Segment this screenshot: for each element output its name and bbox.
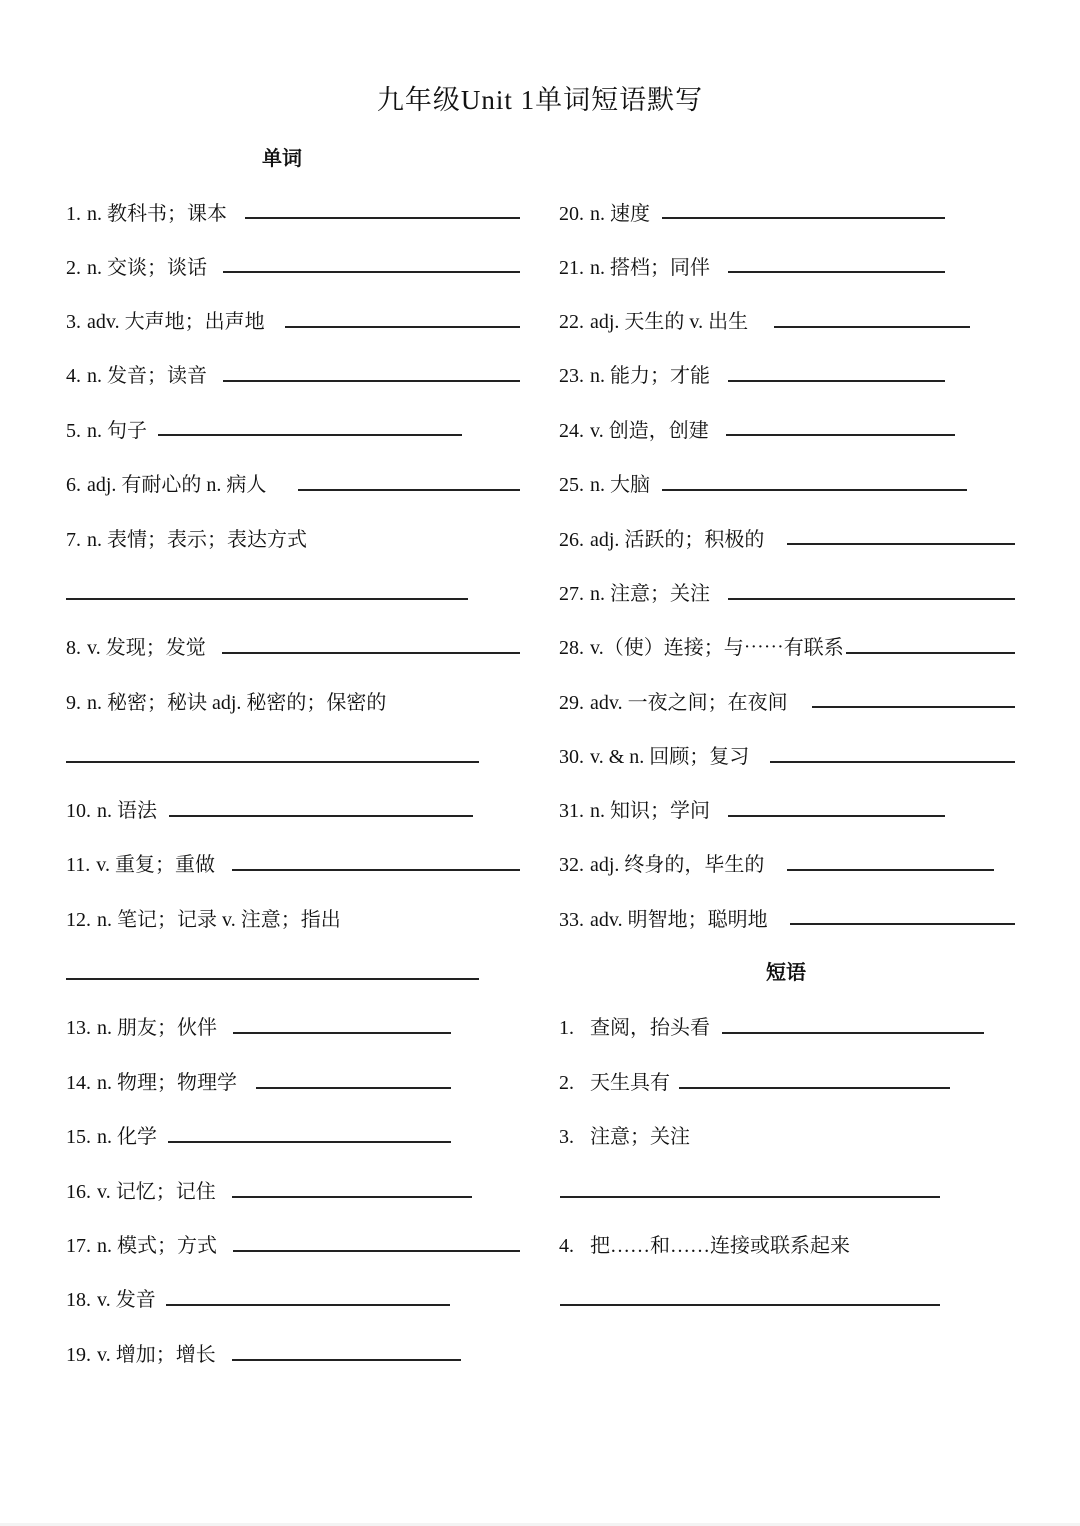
word-answer-blank[interactable] — [169, 815, 473, 817]
word-answer-blank[interactable] — [728, 380, 945, 382]
word-item-prompt: n. 物理；物理学 — [97, 1072, 237, 1094]
page-title: 九年级Unit 1单词短语默写 — [376, 85, 704, 115]
word-answer-blank[interactable] — [662, 217, 945, 219]
word-item — [66, 413, 147, 443]
words-heading: 单词 — [262, 146, 302, 170]
word-item — [559, 522, 764, 552]
word-answer-blank[interactable] — [812, 706, 1015, 708]
word-answer-blank[interactable] — [245, 217, 520, 219]
word-item-number: 26. — [559, 529, 584, 551]
word-answer-blank[interactable] — [256, 1087, 451, 1089]
word-item — [66, 847, 215, 877]
phrase-item-prompt: 把……和……连接或联系起来 — [590, 1235, 850, 1257]
word-item-number: 8. — [66, 637, 81, 659]
word-item-number: 7. — [66, 529, 81, 551]
word-item-prompt: n. 发音；读音 — [87, 365, 207, 387]
phrase-item-number: 4. — [559, 1235, 574, 1257]
word-item — [66, 304, 265, 334]
word-item — [66, 1174, 216, 1204]
word-answer-blank[interactable] — [728, 271, 945, 273]
word-item-number: 16. — [66, 1181, 91, 1203]
word-answer-blank[interactable] — [232, 1359, 461, 1361]
phrase-item-prompt: 注意；关注 — [590, 1126, 690, 1148]
word-item — [66, 902, 341, 932]
word-item-prompt: v. & n. 回顾；复习 — [590, 746, 750, 768]
word-item — [66, 522, 307, 552]
word-item — [559, 196, 650, 226]
word-item-number: 19. — [66, 1344, 91, 1366]
phrase-item-prompt: 查阅，抬头看 — [590, 1017, 710, 1039]
word-item-number: 14. — [66, 1072, 91, 1094]
word-item — [66, 358, 207, 388]
word-item — [66, 1282, 156, 1312]
word-item-prompt: v. 记忆；记住 — [97, 1181, 216, 1203]
word-item — [66, 1119, 157, 1149]
word-item-prompt: n. 注意；关注 — [590, 583, 710, 605]
word-item-prompt: v. 增加；增长 — [97, 1344, 216, 1366]
word-item-number: 4. — [66, 365, 81, 387]
word-answer-blank[interactable] — [662, 489, 967, 491]
word-answer-blank[interactable] — [787, 869, 994, 871]
word-item-prompt: n. 能力；才能 — [590, 365, 710, 387]
word-item-number: 21. — [559, 257, 584, 279]
word-answer-blank[interactable] — [728, 815, 945, 817]
word-item — [559, 630, 844, 660]
word-item-number: 33. — [559, 909, 584, 931]
word-item-prompt: n. 句子 — [87, 420, 147, 442]
word-item — [66, 793, 157, 823]
word-answer-blank[interactable] — [66, 978, 479, 980]
word-item — [559, 576, 710, 606]
word-answer-blank[interactable] — [790, 923, 1015, 925]
word-item — [559, 358, 710, 388]
phrase-answer-blank[interactable] — [560, 1196, 940, 1198]
word-answer-blank[interactable] — [223, 271, 520, 273]
word-item-number: 9. — [66, 692, 81, 714]
word-answer-blank[interactable] — [222, 652, 520, 654]
phrase-answer-blank[interactable] — [679, 1087, 950, 1089]
word-item — [66, 685, 386, 715]
word-item-prompt: v.（使）连接；与⋯⋯有联系 — [590, 637, 844, 659]
word-item-prompt: n. 表情；表示；表达方式 — [87, 529, 307, 551]
word-item — [559, 467, 650, 497]
word-item-number: 24. — [559, 420, 584, 442]
word-item — [66, 1228, 217, 1258]
phrase-item-prompt: 天生具有 — [590, 1072, 670, 1094]
word-answer-blank[interactable] — [66, 761, 479, 763]
word-item — [66, 1065, 237, 1095]
word-item-prompt: adj. 有耐心的 n. 病人 — [87, 474, 267, 496]
word-item-prompt: n. 教科书；课本 — [87, 203, 227, 225]
word-answer-blank[interactable] — [285, 326, 520, 328]
word-item-prompt: adv. 明智地；聪明地 — [590, 909, 768, 931]
phrase-item — [559, 1010, 710, 1040]
phrase-item-number: 1. — [559, 1017, 574, 1039]
word-item-prompt: n. 化学 — [97, 1126, 157, 1148]
word-answer-blank[interactable] — [66, 598, 468, 600]
word-item-number: 30. — [559, 746, 584, 768]
word-answer-blank[interactable] — [726, 434, 955, 436]
word-answer-blank[interactable] — [223, 380, 520, 382]
phrase-item — [559, 1119, 690, 1149]
word-item-number: 20. — [559, 203, 584, 225]
word-item-number: 2. — [66, 257, 81, 279]
word-item — [559, 739, 749, 769]
word-item — [559, 793, 710, 823]
word-item-number: 3. — [66, 311, 81, 333]
phrase-answer-blank[interactable] — [722, 1032, 984, 1034]
word-item-number: 27. — [559, 583, 584, 605]
word-item-prompt: v. 发音 — [97, 1289, 156, 1311]
phrase-answer-blank[interactable] — [560, 1304, 940, 1306]
word-item-number: 1. — [66, 203, 81, 225]
word-answer-blank[interactable] — [233, 1032, 451, 1034]
word-answer-blank[interactable] — [846, 652, 1015, 654]
word-item-number: 13. — [66, 1017, 91, 1039]
word-item — [559, 902, 768, 932]
word-answer-blank[interactable] — [166, 1304, 450, 1306]
word-item — [559, 847, 764, 877]
word-item-number: 5. — [66, 420, 81, 442]
word-item-number: 22. — [559, 311, 584, 333]
word-item-number: 23. — [559, 365, 584, 387]
word-item-prompt: adj. 天生的 v. 出生 — [590, 311, 749, 333]
word-item-prompt: n. 大脑 — [590, 474, 650, 496]
word-item-number: 6. — [66, 474, 81, 496]
word-item-prompt: n. 秘密；秘诀 adj. 秘密的；保密的 — [87, 692, 387, 714]
word-item-prompt: v. 创造，创建 — [590, 420, 709, 442]
word-item-number: 12. — [66, 909, 91, 931]
word-item-number: 29. — [559, 692, 584, 714]
word-answer-blank[interactable] — [787, 543, 1015, 545]
word-item-number: 28. — [559, 637, 584, 659]
word-item-prompt: adj. 终身的，毕生的 — [590, 854, 765, 876]
word-item-prompt: n. 搭档；同伴 — [590, 257, 710, 279]
word-item-number: 17. — [66, 1235, 91, 1257]
word-answer-blank[interactable] — [298, 489, 520, 491]
word-item-number: 11. — [66, 854, 91, 876]
word-item — [66, 630, 206, 660]
word-item — [66, 1010, 217, 1040]
word-item-prompt: v. 发现；发觉 — [87, 637, 206, 659]
phrase-item — [559, 1065, 670, 1095]
phrase-item-number: 3. — [559, 1126, 574, 1148]
word-item-prompt: v. 重复；重做 — [96, 854, 215, 876]
word-item-prompt: n. 交谈；谈话 — [87, 257, 207, 279]
word-item — [559, 250, 710, 280]
word-item — [66, 1337, 216, 1367]
phrase-item-number: 2. — [559, 1072, 574, 1094]
word-item — [559, 413, 709, 443]
word-answer-blank[interactable] — [728, 598, 1015, 600]
word-item — [559, 685, 788, 715]
word-item-number: 25. — [559, 474, 584, 496]
word-item-prompt: n. 笔记；记录 v. 注意；指出 — [97, 909, 341, 931]
word-item-prompt: n. 朋友；伙伴 — [97, 1017, 217, 1039]
word-item-prompt: adj. 活跃的；积极的 — [590, 529, 765, 551]
word-item-number: 15. — [66, 1126, 91, 1148]
word-item-prompt: adv. 一夜之间；在夜间 — [590, 692, 788, 714]
word-item-number: 31. — [559, 800, 584, 822]
word-answer-blank[interactable] — [158, 434, 462, 436]
word-answer-blank[interactable] — [774, 326, 970, 328]
word-item-prompt: n. 语法 — [97, 800, 157, 822]
word-item-prompt: n. 知识；学问 — [590, 800, 710, 822]
word-item-prompt: n. 速度 — [590, 203, 650, 225]
word-answer-blank[interactable] — [770, 761, 1015, 763]
word-answer-blank[interactable] — [232, 1196, 472, 1198]
word-answer-blank[interactable] — [232, 869, 520, 871]
word-item — [66, 467, 266, 497]
word-item — [66, 196, 227, 226]
word-item-number: 32. — [559, 854, 584, 876]
word-answer-blank[interactable] — [168, 1141, 451, 1143]
phrases-heading: 短语 — [766, 960, 806, 984]
word-item — [66, 250, 207, 280]
word-item-prompt: adv. 大声地；出声地 — [87, 311, 265, 333]
word-item-prompt: n. 模式；方式 — [97, 1235, 217, 1257]
word-answer-blank[interactable] — [233, 1250, 520, 1252]
word-item — [559, 304, 748, 334]
word-item-number: 10. — [66, 800, 91, 822]
word-item-number: 18. — [66, 1289, 91, 1311]
phrase-item — [559, 1228, 850, 1258]
